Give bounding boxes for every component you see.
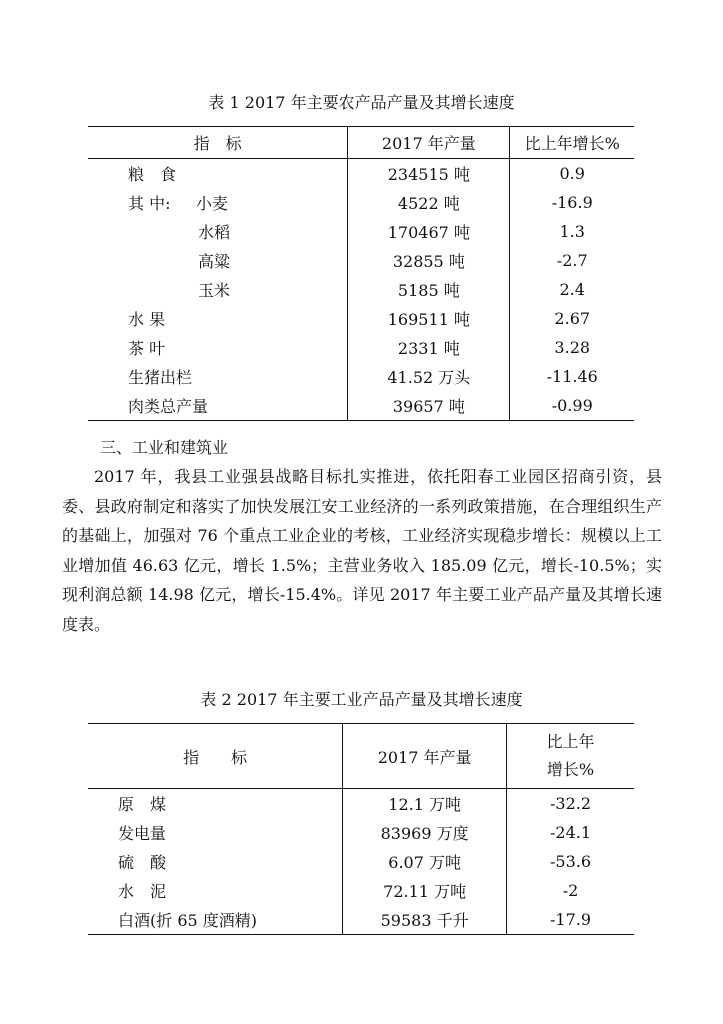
row-value: 12.1 万吨 bbox=[343, 789, 507, 819]
row-label: 粮 食 bbox=[128, 165, 177, 184]
row-growth: 3.28 bbox=[510, 333, 634, 362]
table-row bbox=[88, 246, 634, 275]
table-row bbox=[88, 789, 634, 819]
table2-header-row bbox=[88, 724, 634, 789]
row-value: 72.11 万吨 bbox=[343, 876, 507, 905]
table2-header-growth-line2: 增长% bbox=[546, 760, 595, 779]
table2-caption: 表 2 2017 年主要工业产品产量及其增长速度 bbox=[200, 690, 523, 709]
row-growth: -32.2 bbox=[507, 789, 634, 819]
table-row bbox=[88, 818, 634, 847]
table-row bbox=[88, 188, 634, 217]
table-row bbox=[88, 159, 634, 189]
table-row bbox=[88, 362, 634, 391]
table-row bbox=[88, 876, 634, 905]
table2-header-indicator: 指 标 bbox=[88, 724, 343, 789]
row-value: 234515 吨 bbox=[348, 159, 510, 189]
row-growth: -0.99 bbox=[510, 391, 634, 421]
table2 bbox=[88, 723, 634, 935]
row-value: 59583 千升 bbox=[343, 905, 507, 935]
row-label: 水 果 bbox=[128, 310, 166, 329]
table-row bbox=[88, 304, 634, 333]
table1-caption: 表 1 2017 年主要农产品产量及其增长速度 bbox=[208, 93, 515, 112]
section-paragraph: 2017 年，我县工业强县战略目标扎实推进，依托阳春工业园区招商引资，县委、县政府制定和落实了加快发展江安工业经济的一系列政策措施，在合理组织生产的基础上，加强对 76 个重点工业企业的考核，工业经济实现稳步增长：规模以上工业增加值 46.63 亿元，增长 1.5%；主营业务收入 185.09 亿元，增长-10.5%；实现利润总额 14.98 亿元，增长-15.4%。详见 2017 年主要工业产品产量及其增长速度表。 bbox=[62, 467, 662, 634]
row-label: 水 泥 bbox=[118, 882, 167, 901]
table2-header-growth bbox=[507, 724, 634, 789]
row-growth: 0.9 bbox=[510, 159, 634, 189]
row-label: 生猪出栏 bbox=[128, 368, 193, 387]
table1-header-output: 2017 年产量 bbox=[348, 127, 510, 159]
row-label: 茶 叶 bbox=[128, 339, 166, 358]
row-value: 39657 吨 bbox=[348, 391, 510, 421]
row-value: 170467 吨 bbox=[348, 217, 510, 246]
row-label: 玉米 bbox=[198, 281, 231, 300]
table2-header-output: 2017 年产量 bbox=[343, 724, 507, 789]
table-row bbox=[88, 391, 634, 421]
row-growth: -11.46 bbox=[510, 362, 634, 391]
row-value: 41.52 万头 bbox=[348, 362, 510, 391]
row-label: 原 煤 bbox=[118, 795, 167, 814]
row-growth: -53.6 bbox=[507, 847, 634, 876]
table-row bbox=[88, 217, 634, 246]
row-value: 32855 吨 bbox=[348, 246, 510, 275]
table1-header-growth: 比上年增长% bbox=[510, 127, 634, 159]
table2-header-growth-line1: 比上年 bbox=[546, 732, 595, 751]
table1-header-row bbox=[88, 127, 634, 159]
row-value: 5185 吨 bbox=[348, 275, 510, 304]
row-prefix: 其 中: bbox=[128, 194, 171, 213]
row-value: 169511 吨 bbox=[348, 304, 510, 333]
row-label: 小麦 bbox=[196, 194, 229, 213]
table1-header-indicator: 指 标 bbox=[88, 127, 348, 159]
row-growth: -2.7 bbox=[510, 246, 634, 275]
row-value: 4522 吨 bbox=[348, 188, 510, 217]
table-row bbox=[88, 847, 634, 876]
row-growth: -24.1 bbox=[507, 818, 634, 847]
row-label: 硫 酸 bbox=[118, 853, 167, 872]
row-growth: -2 bbox=[507, 876, 634, 905]
row-label: 高粱 bbox=[198, 252, 231, 271]
row-label: 白酒(折 65 度酒精) bbox=[118, 911, 258, 930]
row-growth: -16.9 bbox=[510, 188, 634, 217]
row-label: 肉类总产量 bbox=[128, 397, 209, 416]
table-row bbox=[88, 333, 634, 362]
row-growth: -17.9 bbox=[507, 905, 634, 935]
row-growth: 1.3 bbox=[510, 217, 634, 246]
row-label: 发电量 bbox=[118, 824, 167, 843]
row-growth: 2.67 bbox=[510, 304, 634, 333]
row-label: 水稻 bbox=[198, 223, 231, 242]
table1 bbox=[88, 126, 634, 421]
table-row bbox=[88, 905, 634, 935]
row-value: 6.07 万吨 bbox=[343, 847, 507, 876]
table-row bbox=[88, 275, 634, 304]
row-value: 83969 万度 bbox=[343, 818, 507, 847]
section-title: 三、工业和建筑业 bbox=[100, 438, 229, 457]
row-growth: 2.4 bbox=[510, 275, 634, 304]
row-value: 2331 吨 bbox=[348, 333, 510, 362]
